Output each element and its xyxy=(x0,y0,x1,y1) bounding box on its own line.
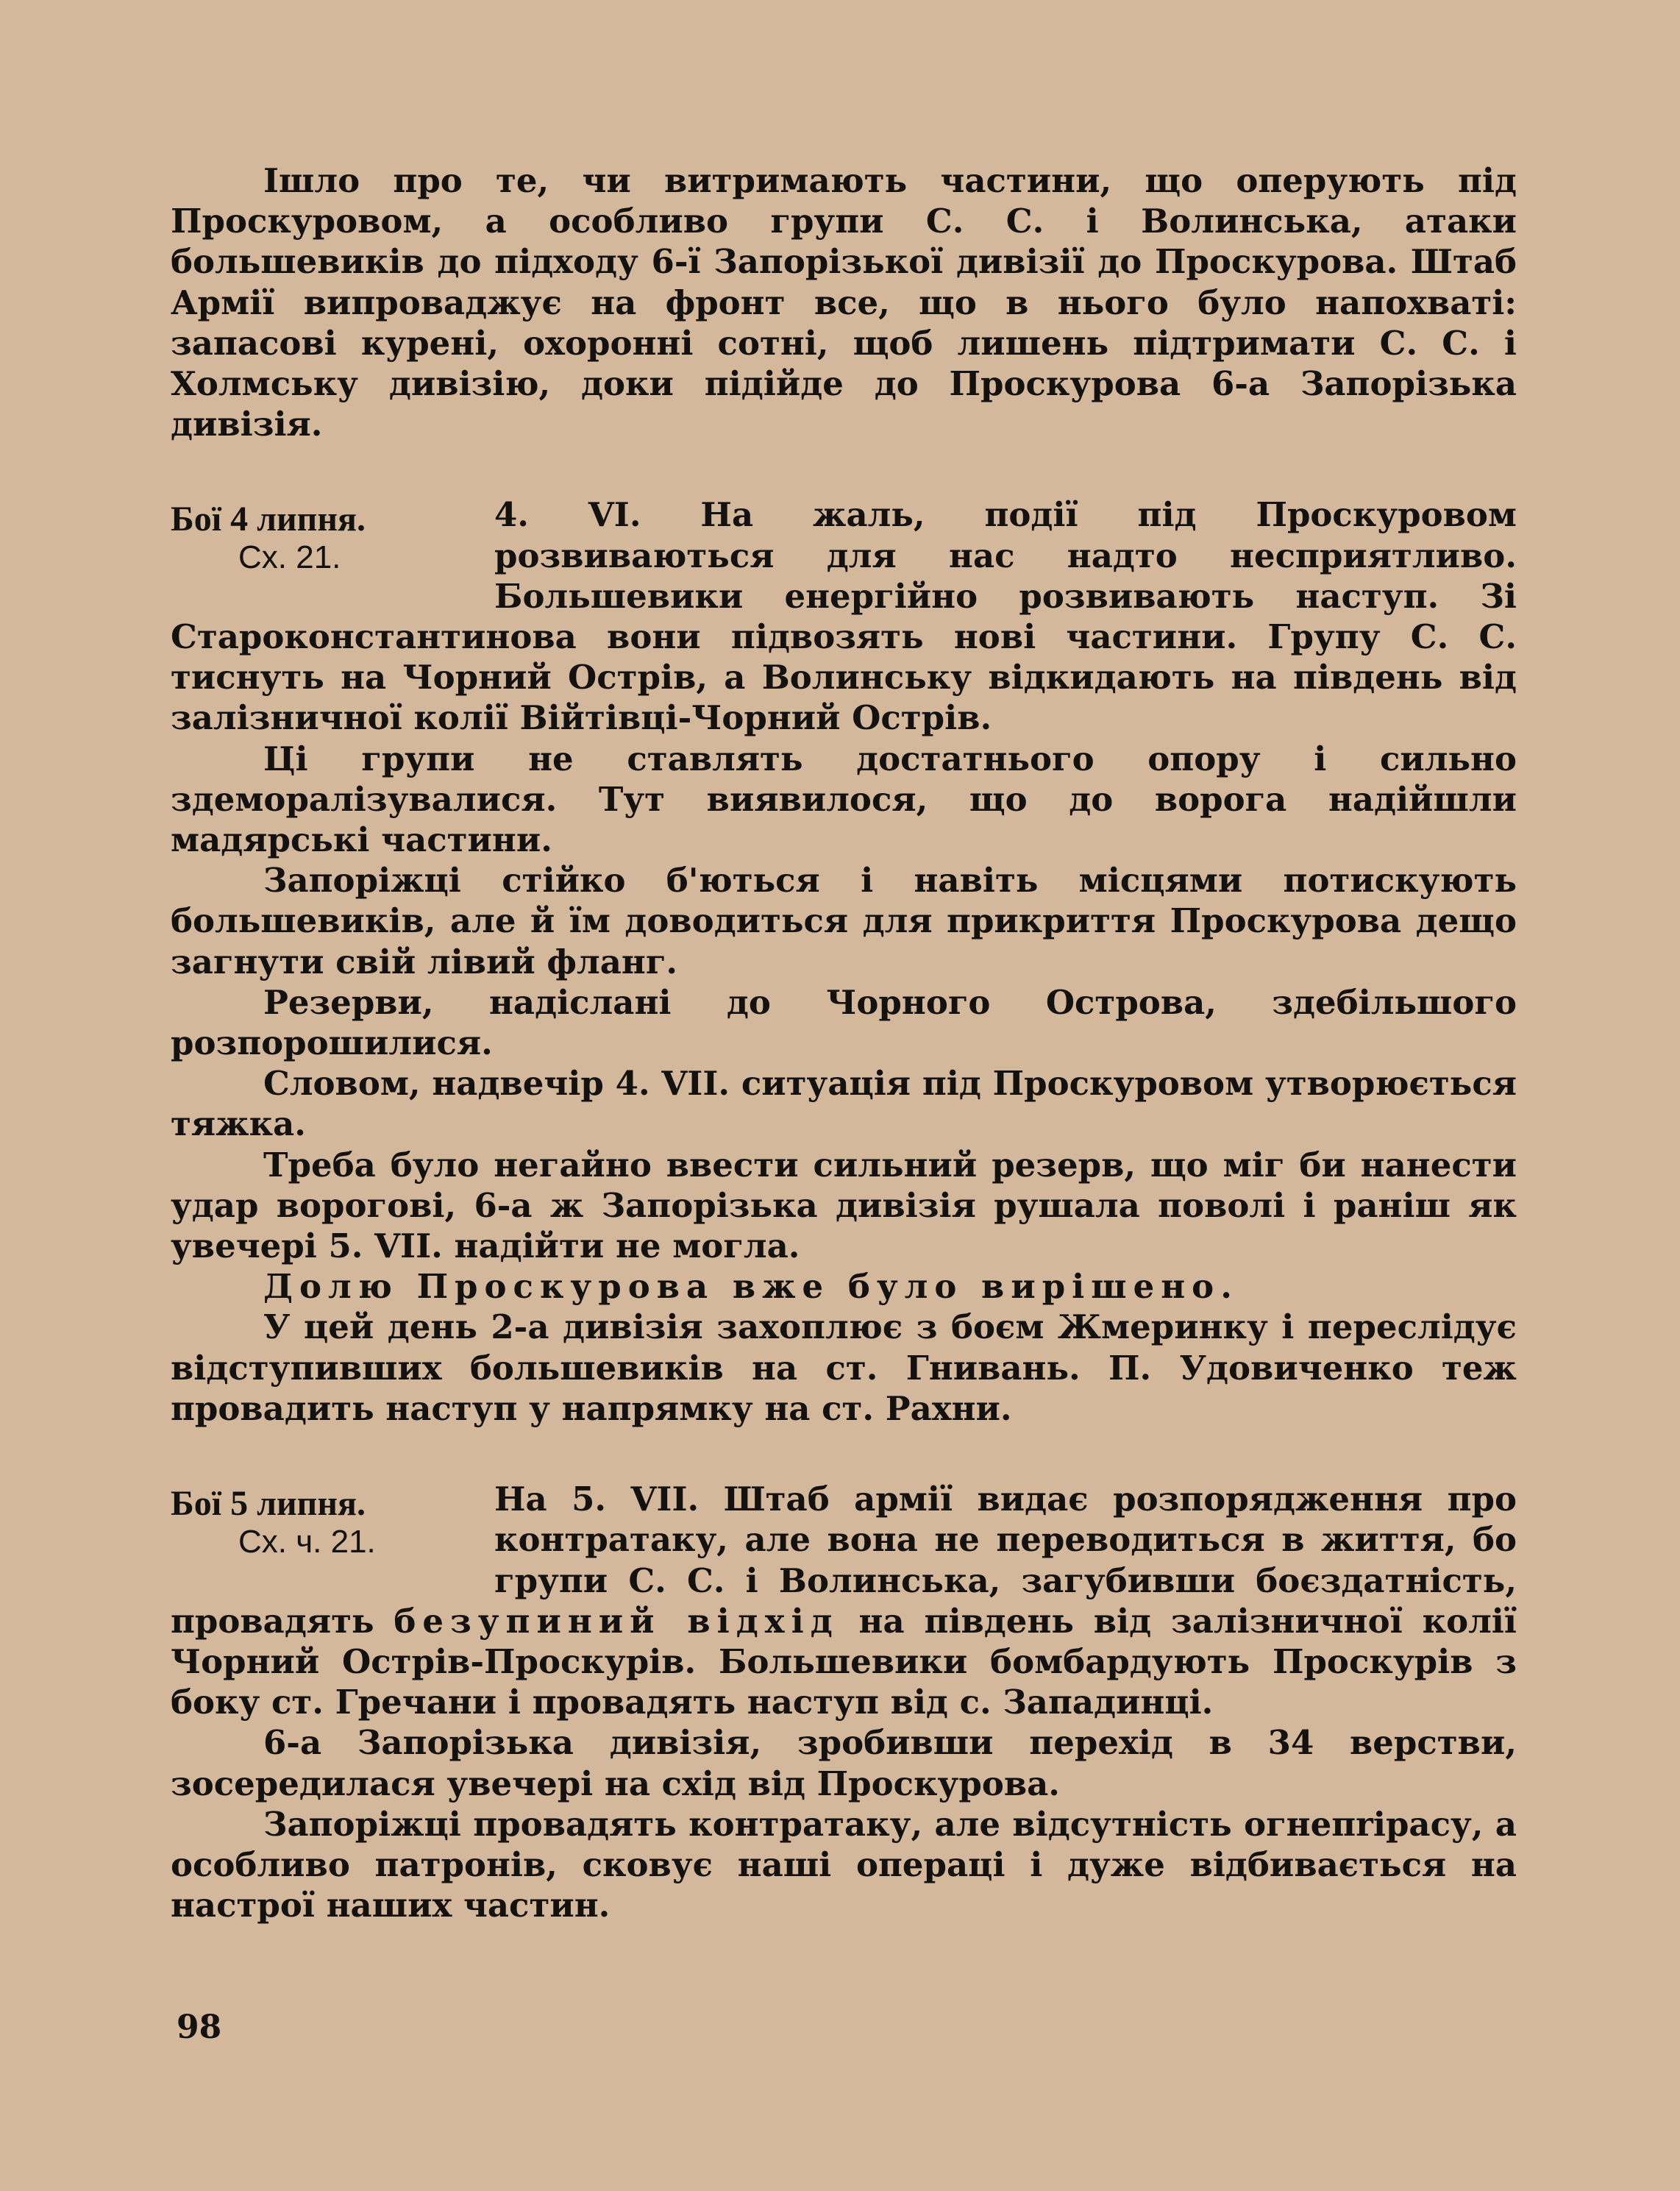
paragraph: Треба було негайно ввести сильний резерв, що міг би нанести удар ворогові, 6-а ж Запорізька дивізія рушала поволі і раніш як увечері 5. VII. надійти не могла. xyxy=(171,1145,1517,1266)
paragraph: У цей день 2-а дивізія захоплює з боєм Жмеринку і переслідує відступивших большевиків на ст. Гнивань. П. Удовиченко теж провадить наступ у напрямку на ст. Рахни. xyxy=(171,1307,1517,1428)
section-gap xyxy=(171,444,1517,494)
section-gap xyxy=(171,1429,1517,1479)
paragraph: Резерви, надіслані до Чорного Острова, здебільшого розпорошилися. xyxy=(171,982,1517,1063)
section-battles-july-4 xyxy=(171,494,1517,1429)
paragraph: Запоріжці стійко б'ються і навіть місцями потискують большевиків, але й їм доводиться для прикриття Проскурова дещо загнути свій лівий фланг. xyxy=(171,861,1517,981)
page-number: 98 xyxy=(177,2009,222,2046)
paragraph-intro: Ішло про те, чи витримають частини, що оперують під Проскуровом, а особливо групи С. С. і Волинська, атаки большевиків до підходу 6-ї Запорізької дивізії до Проскурова. Штаб Армії випроваджує на фронт все, що в нього було напохваті: запасові курені, охоронні сотні, щоб лишень підтримати С. С. і Холмську дивізію, доки підійде до Проскурова 6-а Запорізька дивізія. xyxy=(171,161,1517,444)
paragraph: Ці групи не ставлять достатнього опору і сильно здеморалізувалися. Тут виявилося, що до ворога надійшли мадярські частини. xyxy=(171,739,1517,860)
paragraph: Словом, надвечір 4. VII. ситуація під Проскуровом утворюється тяжка. xyxy=(171,1064,1517,1144)
page-body xyxy=(171,160,1517,1925)
margin-note-ref: Сх. 21. xyxy=(238,539,341,576)
margin-note xyxy=(171,500,494,577)
paragraph: Запоріжці провадять контратаку, але відсутність огнепripасу, а особливо патронів, сковує наші операці і дуже відбивається на настрої наших частин. xyxy=(171,1804,1517,1925)
section-battles-july-5 xyxy=(171,1479,1517,1925)
paragraph: 6-а Запорізька дивізія, зробивши перехід в 34 верстви, зосередилася увечері на схід від Проскурова. xyxy=(171,1723,1517,1803)
margin-note xyxy=(171,1485,494,1561)
paragraph-emphasis: Долю Проскурова вже було вирішено. xyxy=(263,1267,1239,1307)
lead-emphasis: безупиний відхід xyxy=(394,1601,839,1641)
margin-note-title: Бої 5 липня. xyxy=(171,1484,366,1524)
lead-text: На 5. VII. Штаб армії видає розпорядження про контратаку, але вона не переводиться в життя, бо групи С. С. і Волинська, загубивши боєздатність, провадять xyxy=(171,1480,1517,1641)
margin-note-ref: Сх. ч. 21. xyxy=(238,1524,376,1560)
paragraph-lead: 4. VI. На жаль, події під Проскуровом розвиваються для нас надто несприятливо. Большевики енергійно розвивають наступ. Зі Староконстантинова вони підвозять нові частини. Групу С. С. тиснуть на Чорний Острів, а Волинську відкидають на південь від залізничної колії Війтівці-Чорний Острів. xyxy=(171,495,1517,738)
lead-text: на південь від залізничної колії Чорний Острів-Проскурів. Большевики бомбардують Проскурів з боку ст. Гречани і провадять наступ від с. Западинці. xyxy=(171,1601,1517,1722)
margin-note-title: Бої 4 липня. xyxy=(171,500,366,539)
